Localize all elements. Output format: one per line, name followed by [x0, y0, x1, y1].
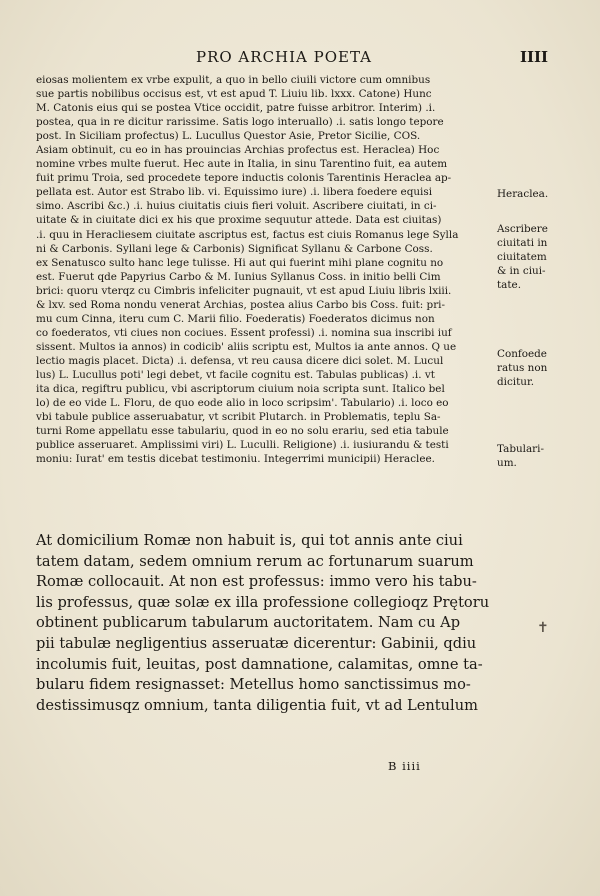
main-text-line: incolumis fuit, leuitas, post damnatione, calamitas, omne ta-	[36, 655, 483, 673]
commentary-line: lus) L. Lucullus poti' legi debet, vt facile cognitu est. Tabulas publicas) .i. vt	[36, 368, 435, 381]
commentary-line: brici: quoru vterqz cu Cimbris infeliciter pugnauit, vt est apud Liuiu libris lxiii.	[36, 284, 452, 297]
margin-note-line: Tabulari-	[497, 443, 544, 455]
main-text-line: bularu fidem resignasset: Metellus homo sanctissimus mo-	[36, 676, 471, 694]
running-head: PRO ARCHIA POETA	[195, 48, 373, 66]
margin-note-line: Heraclea.	[497, 188, 549, 200]
commentary-line: uitate & in ciuitate dici ex his que proxime sequutur attede. Data est ciuitas)	[36, 214, 442, 227]
commentary-line: moniu: Iurat' em testis dicebat testimoniu. Integerrimi municipii) Heraclee.	[36, 453, 435, 466]
margin-note-line: um.	[497, 457, 517, 470]
commentary-line: pellata est. Autor est Strabo lib. vi. Equissimo iure) .i. libera foedere equisi	[36, 186, 433, 199]
margin-note-tabularium	[497, 442, 577, 470]
commentary-line: sue partis nobilibus occisus est, vt est apud T. Liuiu lib. lxxx. Catone) Hunc	[36, 88, 432, 101]
commentary-line: simo. Ascribi &c.) .i. huius ciuitatis ciuis fieri voluit. Ascribere ciuitati, in ci-	[36, 200, 437, 213]
commentary-line: post. In Siciliam profectus) L. Lucullus Questor Asie, Pretor Sicilie, COS.	[36, 130, 421, 143]
margin-note-heraclea	[497, 187, 577, 201]
main-text-line: destissimusqz omnium, tanta diligentia fuit, vt ad Lentulum	[36, 696, 478, 714]
commentary-line: lo) de eo vide L. Floru, de quo eode alio in loco scripsim'. Tabulario) .i. loco eo	[36, 397, 449, 410]
main-text-line: pii tabulæ negligentius asseruatæ dicerentur: Gabinii, qdiu	[36, 634, 477, 652]
commentary-line: publice asseruaret. Amplissimi viri) L. Luculli. Religione) .i. iusiurandu & testi	[36, 439, 449, 452]
commentary-line: M. Catonis eius qui se postea Vtice occidit, patre fuisse arbitror. Interim) .i.	[36, 102, 436, 115]
commentary-line: & lxv. sed Roma nondu venerat Archias, postea alius Carbo bis Coss. fuit: pri-	[36, 298, 445, 311]
margin-note-ascribere	[497, 222, 577, 292]
margin-note-line: ciuitatem	[497, 251, 547, 264]
main-text-line: Romæ collocauit. At non est professus: immo vero his tabu-	[36, 573, 477, 591]
commentary-line: vbi tabule publice asseruabatur, vt scribit Plutarch. in Problematis, teplu Sa-	[36, 411, 441, 424]
margin-note-line: & in ciui-	[497, 265, 546, 278]
main-text-line: At domicilium Romæ non habuit is, qui tot annis ante ciui	[36, 532, 463, 549]
commentary-line: eiosas molientem ex vrbe expulit, a quo in bello ciuili victore cum omnibus	[36, 74, 431, 86]
folio-number: IIII	[520, 48, 549, 66]
commentary-line: Asiam obtinuit, cu eo in has prouincias Archias profectus est. Heraclea) Hoc	[36, 144, 440, 157]
commentary-line: ex Senatusco sulto hanc lege tulisse. Hi aut qui fuerint mihi plane cognitu no	[36, 256, 444, 269]
commentary-line: postea, qua in re dicitur rarissime. Satis logo interuallo) .i. satis longo tepore	[36, 116, 444, 129]
main-text-line: tatem datam, sedem omnium rerum ac fortunarum suarum	[36, 552, 474, 570]
commentary-line: turni Rome appellatu esse tabulariu, quod in eo no solu erariu, sed etia tabule	[36, 425, 449, 438]
commentary-line: mu cum Cinna, iteru cum C. Marii filio. Foederatis) Foederatos dicimus non	[36, 312, 435, 325]
signature-mark: B iiii	[388, 759, 421, 773]
margin-note-line: dicitur.	[497, 376, 535, 389]
commentary-line: .i. quu in Heracliesem ciuitate ascriptus est, factus est ciuis Romanus lege Sylla	[36, 228, 459, 241]
commentary-line: lectio magis placet. Dicta) .i. defensa, vt reu causa dicere dici solet. M. Lucul	[36, 354, 444, 367]
margin-note-line: ratus non	[497, 362, 548, 375]
margin-note-line: Confoede	[497, 348, 547, 360]
commentary-line: nomine vrbes multe fuerut. Hec aute in Italia, in sinu Tarentino fuit, ea autem	[36, 158, 448, 171]
main-text-line: obtinent publicarum tabularum auctoritatem. Nam cu Ap	[36, 614, 461, 632]
commentary-line: ita dica, regiftru publicu, vbi ascriptorum ciuium noia scripta sunt. Italico bel	[36, 383, 445, 396]
margin-note-line: ciuitati in	[497, 237, 548, 250]
main-text-block	[36, 531, 490, 716]
commentary-block	[36, 73, 486, 466]
margin-note-line: tate.	[497, 279, 521, 292]
commentary-line: ni & Carbonis. Syllani lege & Carbonis) Significat Syllanu & Carbone Coss.	[36, 242, 433, 255]
main-text-line: lis professus, quæ solæ ex illa professione collegioqz Prętoru	[36, 593, 490, 611]
ink-mark-icon: ✝	[537, 620, 549, 636]
commentary-line: sissent. Multos ia annos) in codicib' aliis scriptu est, Multos ia ante annos. Q ue	[36, 340, 457, 353]
margin-note-line: Ascribere	[497, 223, 548, 235]
margin-note-confoederatus	[497, 347, 577, 389]
commentary-line: est. Fuerut qde Papyrius Carbo & M. Iunius Syllanus Coss. in initio belli Cim	[36, 270, 441, 283]
commentary-line: fuit primu Troia, sed procedete tepore inductis colonis Tarentinis Heraclea ap-	[36, 172, 452, 185]
commentary-line: co foederatos, vti ciues non cociues. Essent professi) .i. nomina sua inscribi iuf	[36, 326, 452, 339]
